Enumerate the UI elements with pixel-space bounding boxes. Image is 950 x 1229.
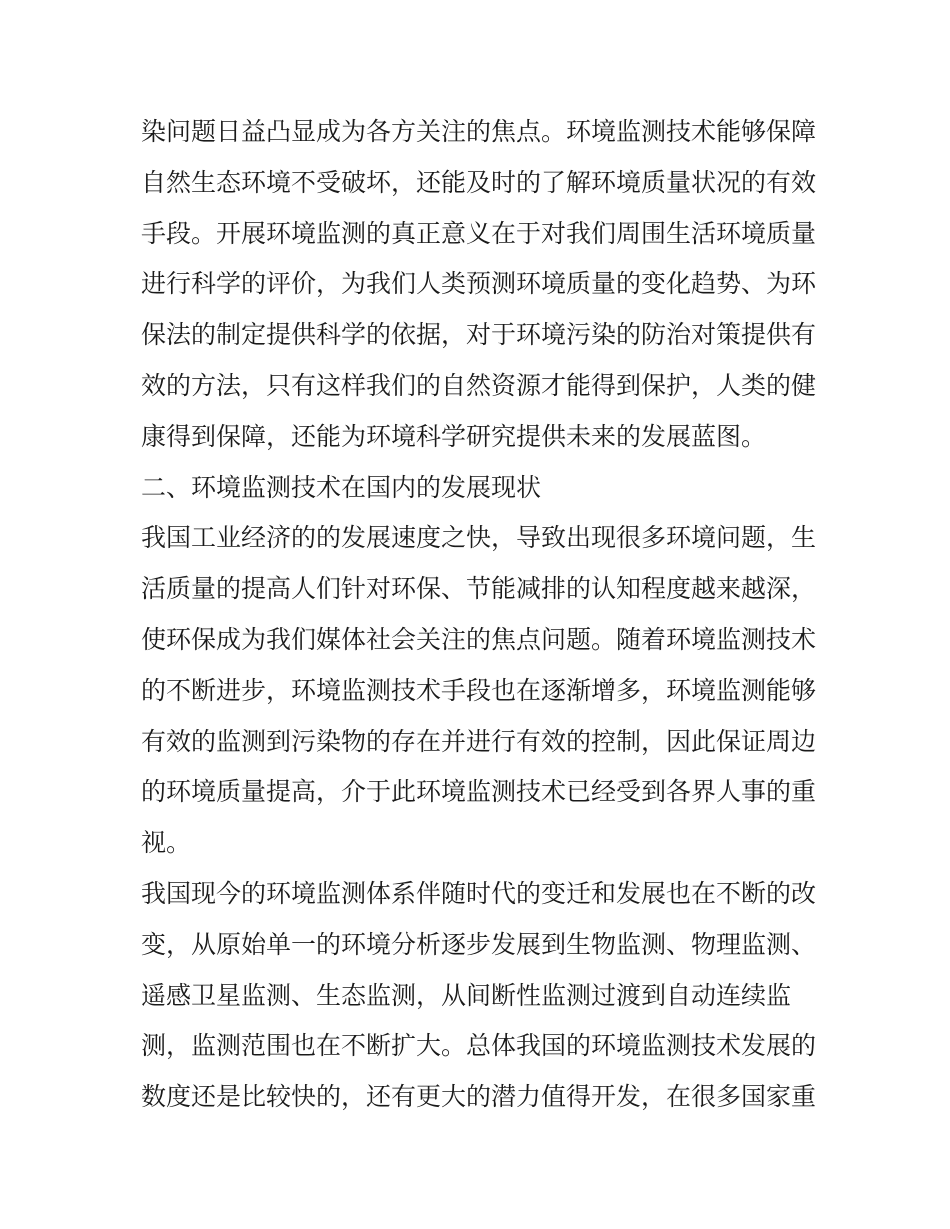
text-line: 自然生态环境不受破坏，还能及时的了解环境质量状况的有效 [141,167,817,197]
text-line: 视。 [141,828,192,858]
text-line: 效的方法，只有这样我们的自然资源才能得到保护，人类的健 [141,370,817,400]
text-line: 使环保成为我们媒体社会关注的焦点问题。随着环境监测技术 [141,624,817,654]
text-line: 染问题日益凸显成为各方关注的焦点。环境监测技术能够保障 [141,117,817,146]
text-line: 保法的制定提供科学的依据，对于环境污染的防治对策提供有 [141,320,817,350]
text-line: 遥感卫星监测、生态监测，从间断性监测过渡到自动连续监 [141,980,792,1010]
text-line: 数度还是比较快的，还有更大的潜力值得开发，在很多国家重 [141,1082,817,1112]
section-heading: 二、环境监测技术在国内的发展现状 [141,472,542,502]
document-body [141,107,821,1123]
text-line: 测，监测范围也在不断扩大。总体我国的环境监测技术发展的 [141,1031,817,1061]
text-line: 康得到保障，还能为环境科学研究提供未来的发展蓝图。 [141,421,767,451]
text-line: 的环境质量提高，介于此环境监测技术已经受到各界人事的重 [141,777,817,807]
text-line: 有效的监测到污染物的存在并进行有效的控制，因此保证周边 [141,726,817,756]
text-line: 进行科学的评价，为我们人类预测环境质量的变化趋势、为环 [141,269,817,299]
text-line: 变，从原始单一的环境分析逐步发展到生物监测、物理监测、 [141,929,817,959]
text-line: 我国工业经济的的发展速度之快，导致出现很多环境问题，生 [141,523,817,553]
text-line: 活质量的提高人们针对环保、节能减排的认知程度越来越深， [141,574,817,604]
text-line: 手段。开展环境监测的真正意义在于对我们周围生活环境质量 [141,218,817,248]
text-line: 的不断进步，环境监测技术手段也在逐渐增多，环境监测能够 [141,675,817,705]
text-line: 我国现今的环境监测体系伴随时代的变迁和发展也在不断的改 [141,878,817,908]
